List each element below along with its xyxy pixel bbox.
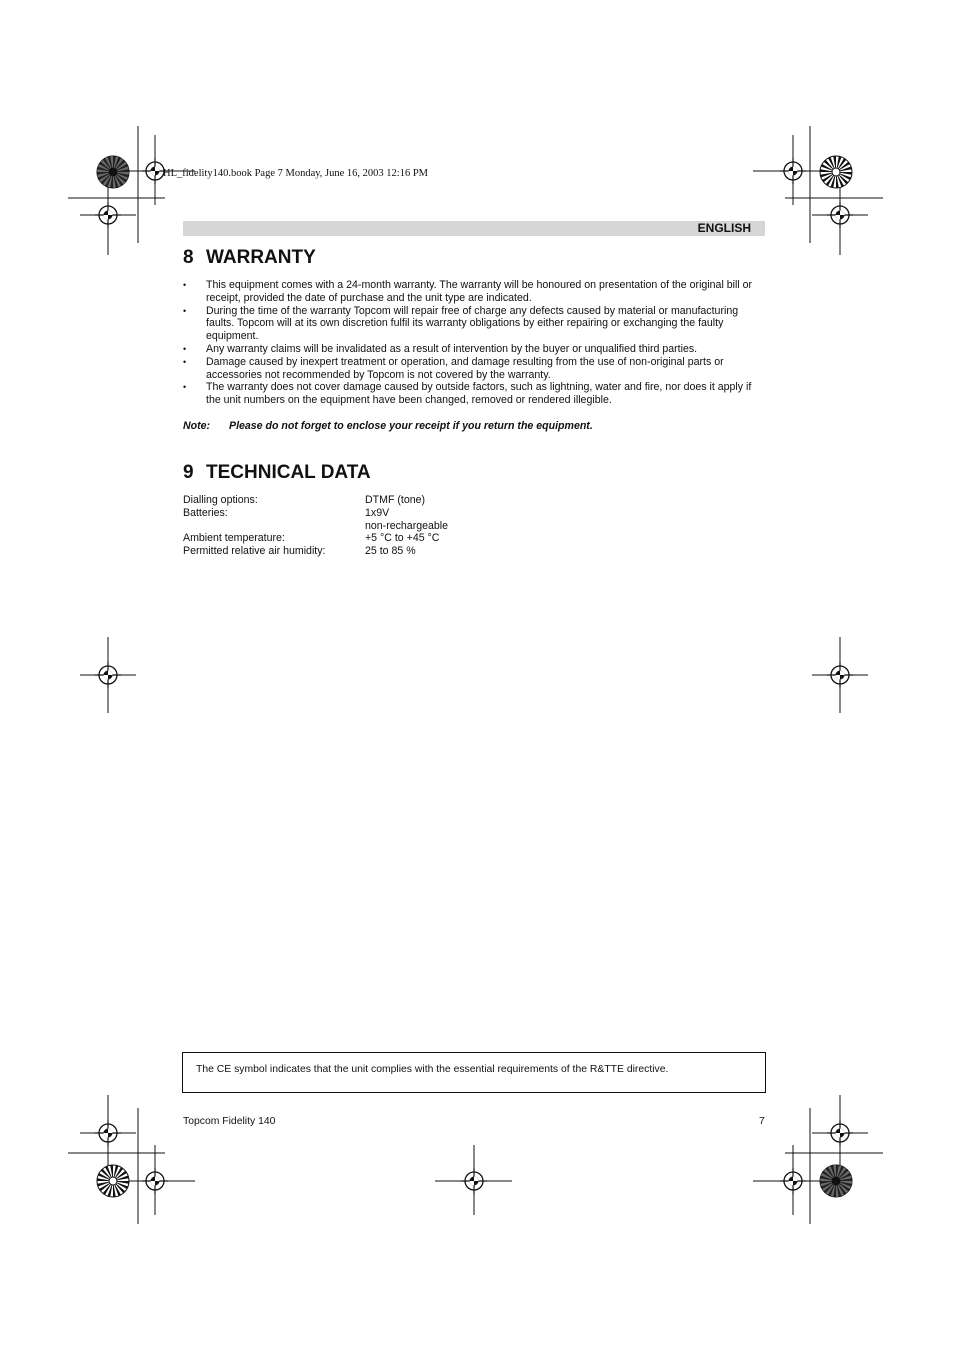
warranty-number: 8 [183, 247, 194, 268]
file-slug: HL_fidelity140.book Page 7 Monday, June 16, 2003 12:16 PM [163, 168, 429, 179]
warranty-title: WARRANTY [206, 247, 316, 268]
star-target-icon [820, 156, 852, 188]
table-row: Permitted relative air humidity: 25 to 85 % [183, 545, 416, 558]
warranty-list [183, 279, 767, 407]
list-item: • Any warranty claims will be invalidated as a result of intervention by the buyer or unqualified third parties. [183, 342, 698, 355]
technical-number: 9 [183, 462, 194, 483]
ce-notice-box [182, 1052, 766, 1093]
footer-product: Topcom Fidelity 140 [183, 1116, 276, 1127]
table-row: Dialling options: DTMF (tone) [183, 494, 426, 506]
bullet-icon: • [183, 280, 187, 290]
ce-notice-text: The CE symbol indicates that the unit complies with the essential requirements of the R&TTE directive. [196, 1064, 669, 1075]
list-item: • Damage caused by inexpert treatment or operation, and damage resulting from the use of non-original parts or accessories not recommended by Topcom is not covered by the warranty. [183, 355, 724, 381]
language-label: ENGLISH [697, 221, 751, 235]
star-target-icon [97, 156, 129, 188]
star-target-icon [820, 1165, 852, 1197]
warranty-heading [183, 247, 316, 269]
language-bar [183, 221, 765, 236]
list-item: • This equipment comes with a 24-month warranty. The warranty will be honoured on presentation of the original bill or receipt, provided the date of purchase and the unit type are indicated. [183, 279, 753, 304]
list-item: • The warranty does not cover damage caused by outside factors, such as lightning, water and fire, nor does it apply if the unit numbers on the equipment have been changed, removed or rendered illegible. [183, 381, 752, 407]
note-label: Note: [183, 420, 211, 432]
bullet-icon: • [183, 305, 187, 316]
technical-title: TECHNICAL DATA [206, 462, 371, 483]
list-item: • During the time of the warranty Topcom will repair free of charge any defects caused by material or manufacturing faults. Topcom will at its own discretion fulfil its warranty obligations by either repairing or exchanging the faulty equipment. [183, 304, 739, 343]
note-text: Please do not forget to enclose your receipt if you return the equipment. [229, 420, 593, 432]
table-row: non-rechargeable [365, 519, 449, 532]
bullet-icon: • [183, 356, 187, 367]
table-row: Batteries: 1x9V [183, 506, 390, 519]
table-row: Ambient temperature: +5 °C to +45 °C [183, 532, 440, 545]
star-target-icon [97, 1165, 129, 1197]
technical-heading [183, 462, 371, 484]
bullet-icon: • [183, 343, 187, 354]
technical-data-table [183, 494, 583, 558]
warranty-note [183, 420, 593, 432]
footer-page-number: 7 [759, 1116, 765, 1127]
bullet-icon: • [183, 382, 187, 393]
